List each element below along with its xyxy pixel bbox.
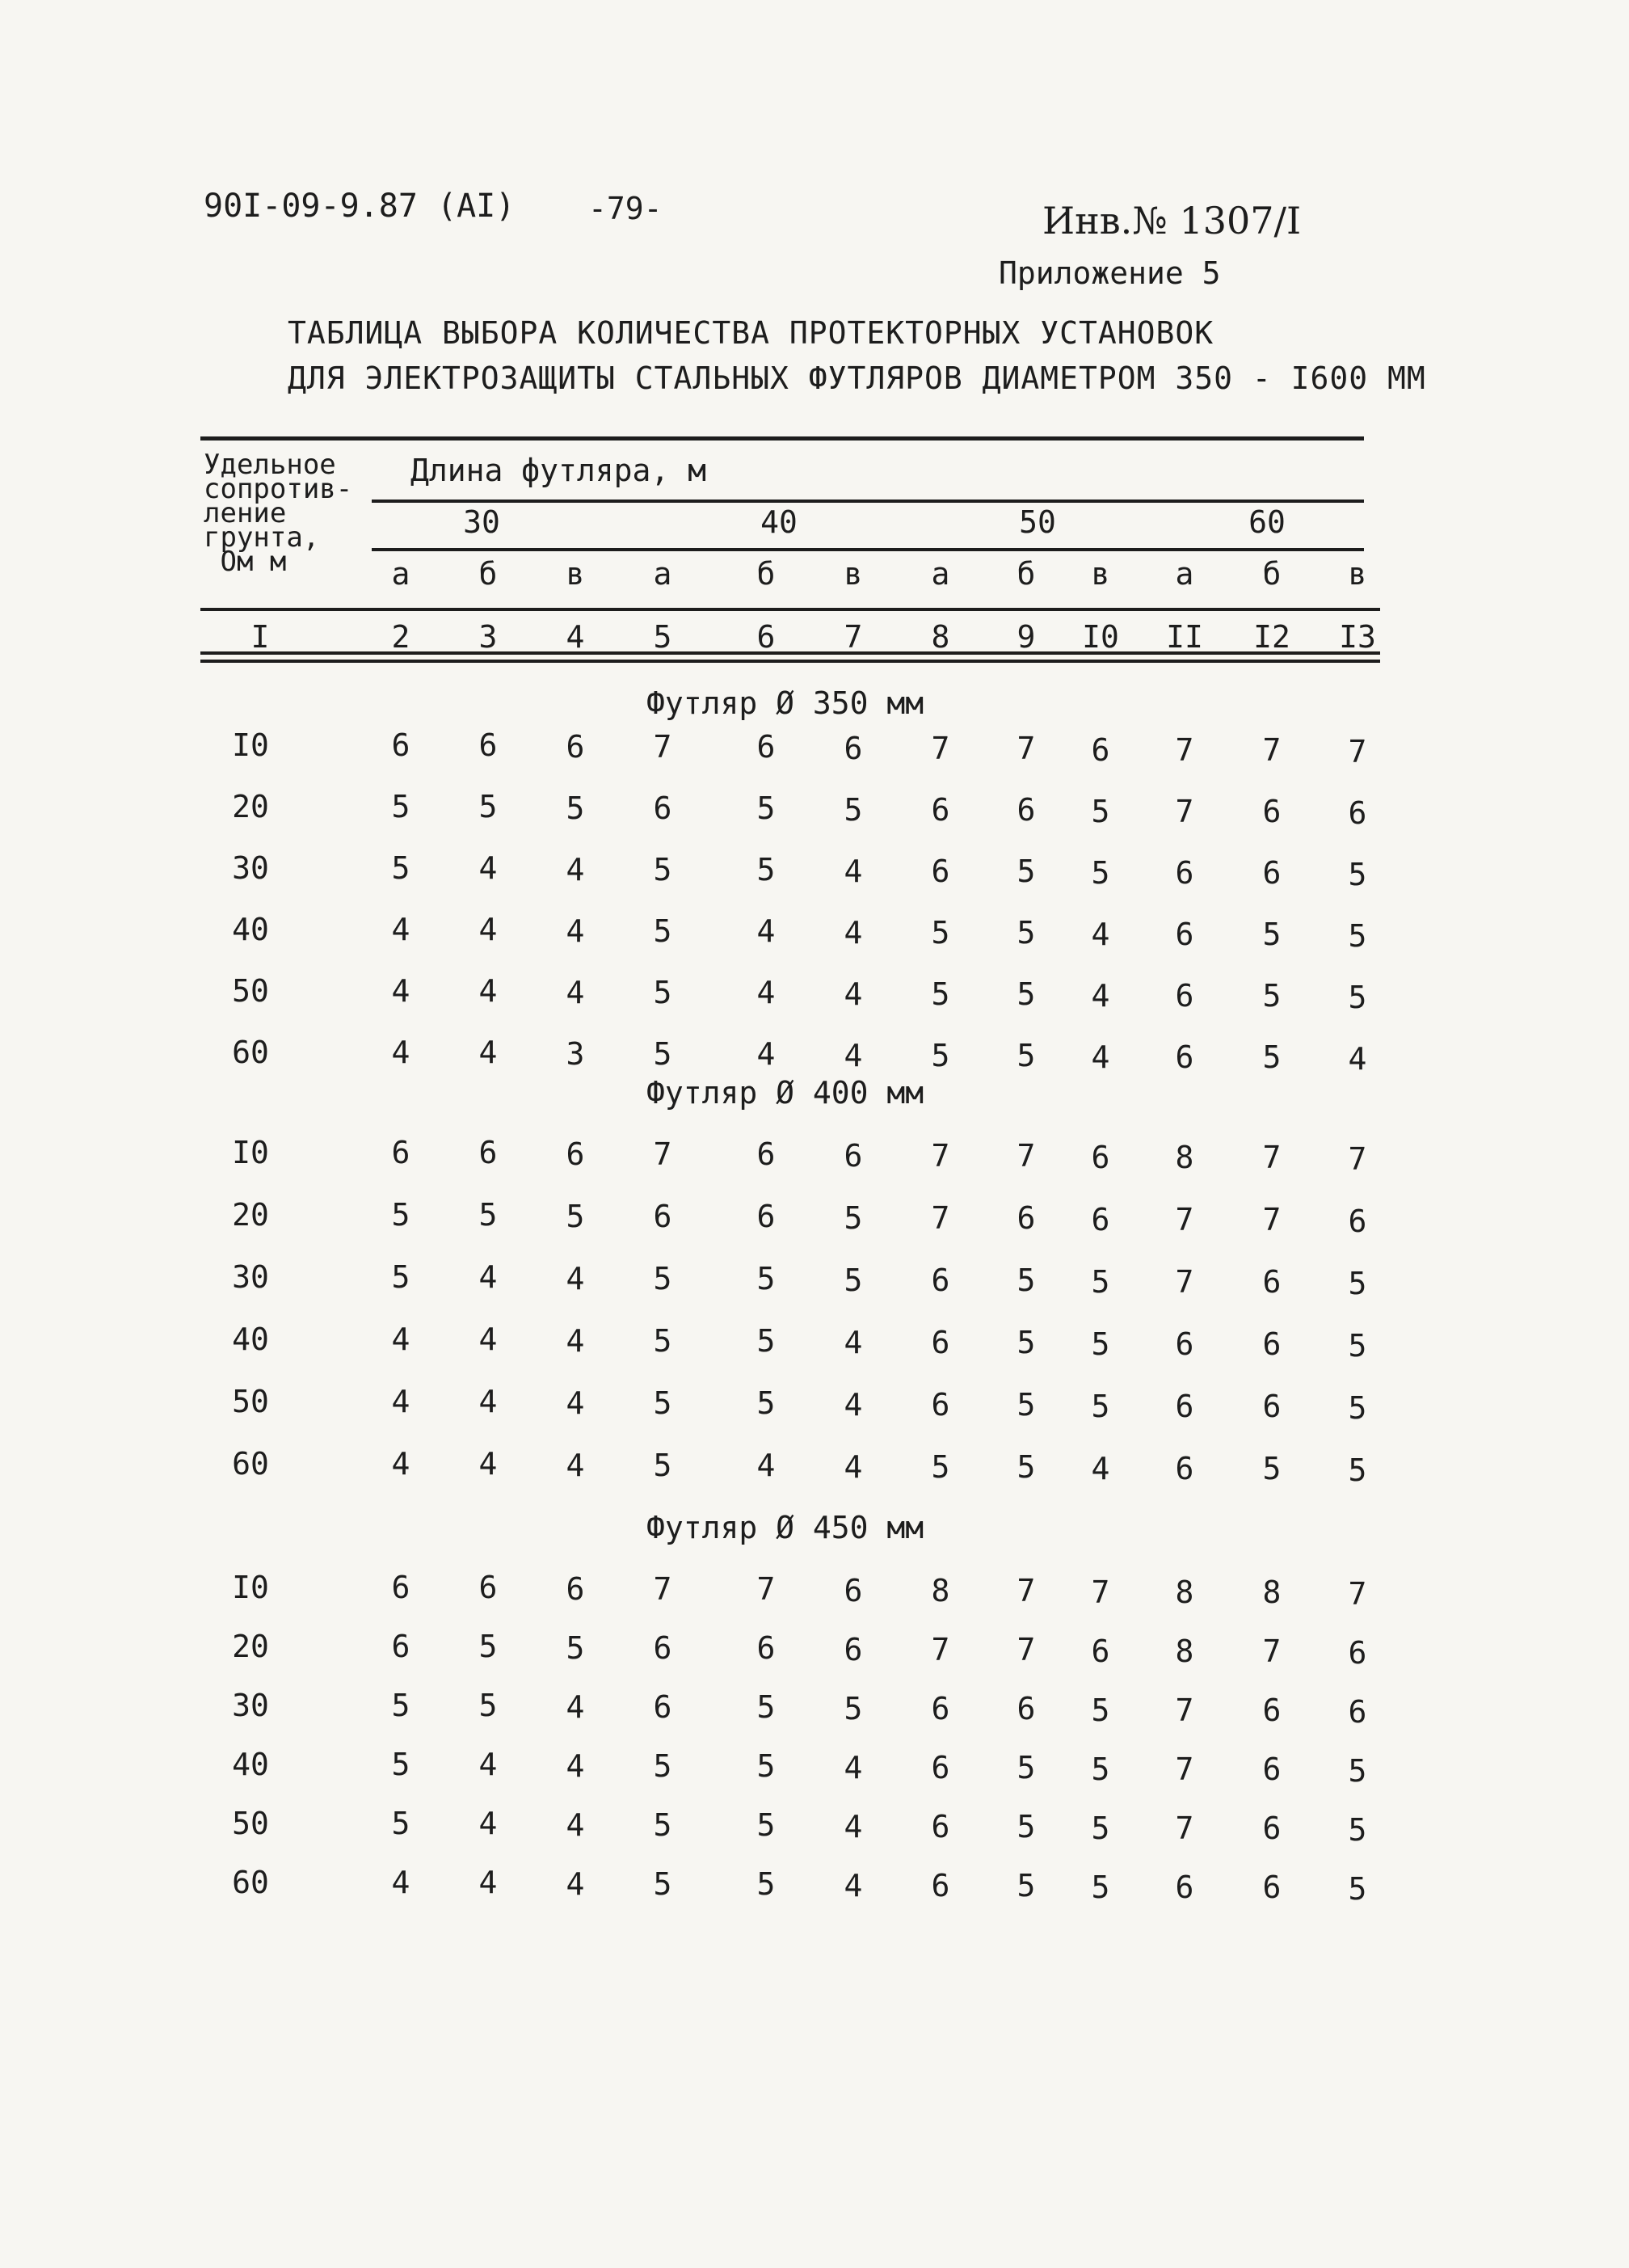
table-cell: 5 <box>1091 1811 1110 1846</box>
sub-column-header: а <box>391 556 410 592</box>
table-cell: 5 <box>1091 1870 1110 1905</box>
table-cell: 5 <box>1091 1752 1110 1787</box>
table-cell: 4 <box>1091 917 1110 952</box>
table-cell: 5 <box>844 792 863 828</box>
table-cell: 6 <box>391 1570 410 1605</box>
table-cell: 5 <box>756 1748 776 1784</box>
table-cell: 7 <box>931 1138 950 1174</box>
table-cell: 5 <box>566 1630 585 1666</box>
table-cell: 6 <box>756 1630 776 1666</box>
table-cell: 6 <box>931 1691 950 1726</box>
table-cell: 5 <box>391 1197 410 1233</box>
table-cell: 5 <box>1348 1812 1367 1848</box>
length-group-header: 50 <box>1019 504 1056 540</box>
table-cell: 6 <box>1262 1326 1282 1362</box>
table-cell: 4 <box>478 1747 498 1782</box>
table-cell: 4 <box>844 976 863 1012</box>
table-cell: 4 <box>844 1038 863 1073</box>
column-number: 3 <box>478 619 498 655</box>
table-cell: 5 <box>1091 1326 1110 1362</box>
length-group-header: 30 <box>463 504 500 540</box>
table-cell: 6 <box>931 1750 950 1785</box>
row-label: 50 <box>232 1384 269 1419</box>
table-cell: 5 <box>1348 1266 1367 1301</box>
column-number: 2 <box>391 619 410 655</box>
length-rule <box>372 500 1364 503</box>
table-cell: 5 <box>1091 1693 1110 1728</box>
table-cell: 6 <box>1091 1634 1110 1669</box>
table-cell: 6 <box>1262 1752 1282 1787</box>
table-cell: 5 <box>844 1263 863 1298</box>
table-cell: 6 <box>653 1199 672 1234</box>
table-cell: 5 <box>931 1449 950 1485</box>
table-cell: 7 <box>931 1632 950 1667</box>
table-cell: 4 <box>478 1384 498 1419</box>
row-label: 20 <box>232 1197 269 1233</box>
column-number: 5 <box>653 619 672 655</box>
table-cell: 6 <box>1348 1204 1367 1239</box>
table-cell: 6 <box>931 1809 950 1844</box>
table-cell: 6 <box>1175 917 1194 952</box>
table-cell: 4 <box>566 852 585 887</box>
table-cell: 4 <box>566 1261 585 1296</box>
table-cell: 4 <box>566 1866 585 1902</box>
table-cell: 6 <box>1262 855 1282 891</box>
table-cell: 6 <box>1262 1264 1282 1300</box>
row-label: 60 <box>232 1035 269 1070</box>
table-cell: 6 <box>931 1868 950 1903</box>
table-cell: 6 <box>653 790 672 826</box>
table-cell: 4 <box>566 1807 585 1843</box>
page-number: -79- <box>588 191 663 226</box>
table-cell: 4 <box>756 913 776 949</box>
groups-rule <box>372 548 1364 551</box>
table-cell: 6 <box>566 1571 585 1607</box>
table-cell: 7 <box>1175 794 1194 829</box>
table-cell: 6 <box>1175 1870 1194 1905</box>
table-cell: 4 <box>844 854 863 889</box>
table-cell: 5 <box>1348 1452 1367 1488</box>
table-cell: 6 <box>478 1135 498 1170</box>
title-line-1: ТАБЛИЦА ВЫБОРА КОЛИЧЕСТВА ПРОТЕКТОРНЫХ УСТАНОВОК <box>288 315 1214 351</box>
table-cell: 4 <box>478 1259 498 1295</box>
table-cell: 4 <box>756 1448 776 1483</box>
table-cell: 7 <box>653 1136 672 1172</box>
table-cell: 5 <box>1091 1389 1110 1424</box>
table-cell: 8 <box>1262 1575 1282 1610</box>
table-cell: 8 <box>1175 1575 1194 1610</box>
table-cell: 5 <box>1017 976 1036 1012</box>
table-cell: 5 <box>1348 918 1367 954</box>
table-cell: 5 <box>653 1261 672 1296</box>
table-cell: 6 <box>1348 1635 1367 1671</box>
table-cell: 7 <box>1262 1140 1282 1175</box>
row-label: 40 <box>232 1322 269 1357</box>
table-cell: 5 <box>653 852 672 887</box>
table-cell: 4 <box>478 912 498 947</box>
table-cell: 8 <box>1175 1140 1194 1175</box>
table-cell: 5 <box>653 913 672 949</box>
title-line-2: ДЛЯ ЭЛЕКТРОЗАЩИТЫ СТАЛЬНЫХ ФУТЛЯРОВ ДИАМЕТРОМ 350 - I600 ММ <box>288 360 1426 396</box>
table-cell: 5 <box>1017 1868 1036 1903</box>
table-cell: 5 <box>1348 1753 1367 1789</box>
table-cell: 7 <box>1175 732 1194 768</box>
table-cell: 6 <box>566 1136 585 1172</box>
table-cell: 6 <box>653 1630 672 1666</box>
table-cell: 5 <box>391 1806 410 1841</box>
table-cell: 5 <box>1017 1263 1036 1298</box>
table-cell: 5 <box>653 1866 672 1902</box>
table-cell: 4 <box>844 1449 863 1485</box>
table-cell: 5 <box>1017 1449 1036 1485</box>
table-cell: 5 <box>844 1691 863 1726</box>
table-cell: 6 <box>1262 1870 1282 1905</box>
table-cell: 4 <box>566 913 585 949</box>
numbers-rule-2 <box>200 660 1380 663</box>
table-cell: 8 <box>931 1573 950 1608</box>
document-code: 90I-09-9.87 (АI) <box>204 188 516 225</box>
table-cell: 5 <box>1262 1451 1282 1486</box>
table-cell: 7 <box>1348 734 1367 769</box>
table-cell: 5 <box>653 1448 672 1483</box>
row-label: 60 <box>232 1446 269 1482</box>
row-label: I0 <box>232 1135 269 1170</box>
table-cell: 4 <box>566 975 585 1010</box>
table-cell: 6 <box>931 792 950 828</box>
row-label: I0 <box>232 727 269 763</box>
sub-column-header: б <box>1017 556 1036 592</box>
table-cell: 7 <box>1175 1693 1194 1728</box>
table-cell: 6 <box>844 1573 863 1608</box>
table-cell: 6 <box>1348 795 1367 831</box>
table-cell: 4 <box>478 1865 498 1900</box>
table-cell: 6 <box>478 727 498 763</box>
table-cell: 6 <box>931 1325 950 1360</box>
table-cell: 7 <box>1017 1573 1036 1608</box>
table-cell: 7 <box>1175 1264 1194 1300</box>
table-cell: 7 <box>1262 1202 1282 1237</box>
table-cell: 7 <box>1091 1575 1110 1610</box>
table-cell: 6 <box>756 729 776 765</box>
table-cell: 5 <box>1348 1871 1367 1907</box>
table-cell: 6 <box>1175 978 1194 1014</box>
table-cell: 5 <box>931 1038 950 1073</box>
table-cell: 4 <box>756 975 776 1010</box>
table-cell: 5 <box>756 1261 776 1296</box>
table-top-rule <box>200 436 1364 441</box>
section-title: Футляр Ø 350 мм <box>646 685 924 721</box>
table-cell: 4 <box>844 915 863 951</box>
table-cell: 5 <box>653 1385 672 1421</box>
row-label: 20 <box>232 789 269 824</box>
table-cell: 4 <box>391 1322 410 1357</box>
table-cell: 6 <box>1175 855 1194 891</box>
table-cell: 5 <box>756 1385 776 1421</box>
sub-column-header: в <box>844 556 863 592</box>
table-cell: 6 <box>756 1199 776 1234</box>
table-cell: 5 <box>931 976 950 1012</box>
table-cell: 4 <box>844 1325 863 1360</box>
table-cell: 6 <box>391 727 410 763</box>
table-cell: 5 <box>1262 978 1282 1014</box>
table-cell: 6 <box>844 1632 863 1667</box>
table-cell: 5 <box>1017 1325 1036 1360</box>
table-cell: 4 <box>844 1809 863 1844</box>
table-cell: 3 <box>566 1036 585 1072</box>
table-cell: 4 <box>478 1035 498 1070</box>
table-cell: 6 <box>391 1629 410 1664</box>
soil-resistivity-header: Удельное сопротив- ление грунта, Ом м <box>204 449 353 578</box>
table-cell: 6 <box>1017 792 1036 828</box>
table-cell: 6 <box>1091 1202 1110 1237</box>
table-cell: 6 <box>1175 1389 1194 1424</box>
table-cell: 4 <box>844 1750 863 1785</box>
row-label: 50 <box>232 973 269 1009</box>
table-cell: 5 <box>756 852 776 887</box>
table-cell: 5 <box>844 1200 863 1236</box>
sub-column-header: а <box>931 556 950 592</box>
length-group-header: 40 <box>760 504 798 540</box>
table-cell: 7 <box>1262 732 1282 768</box>
table-cell: 6 <box>1348 1694 1367 1730</box>
table-cell: 5 <box>391 1259 410 1295</box>
sub-column-header: б <box>478 556 498 592</box>
table-cell: 8 <box>1175 1634 1194 1669</box>
table-cell: 4 <box>478 973 498 1009</box>
sub-column-header: в <box>566 556 585 592</box>
column-number: 8 <box>931 619 950 655</box>
table-cell: 5 <box>653 1323 672 1359</box>
table-cell: 7 <box>1348 1576 1367 1612</box>
appendix-label: Приложение 5 <box>999 255 1221 291</box>
row-label: 30 <box>232 1259 269 1295</box>
table-cell: 4 <box>844 1868 863 1903</box>
table-cell: 6 <box>1017 1691 1036 1726</box>
table-cell: 5 <box>391 850 410 886</box>
table-cell: 5 <box>1262 917 1282 952</box>
section-title: Футляр Ø 450 мм <box>646 1510 924 1545</box>
table-cell: 4 <box>478 1446 498 1482</box>
row-label: 30 <box>232 1688 269 1723</box>
table-cell: 5 <box>391 1688 410 1723</box>
table-cell: 5 <box>1262 1039 1282 1075</box>
table-cell: 7 <box>931 1200 950 1236</box>
sub-column-header: б <box>1262 556 1282 592</box>
table-cell: 7 <box>1017 731 1036 766</box>
table-cell: 6 <box>1262 1693 1282 1728</box>
sub-column-header: а <box>653 556 672 592</box>
table-cell: 7 <box>756 1571 776 1607</box>
sub-column-header: в <box>1091 556 1110 592</box>
row-label: I0 <box>232 1570 269 1605</box>
table-cell: 6 <box>1091 1140 1110 1175</box>
table-cell: 5 <box>1017 915 1036 951</box>
table-cell: 7 <box>653 1571 672 1607</box>
column-number: 7 <box>844 619 863 655</box>
table-cell: 4 <box>756 1036 776 1072</box>
table-cell: 5 <box>653 1036 672 1072</box>
table-cell: 5 <box>1348 1328 1367 1364</box>
table-cell: 4 <box>391 973 410 1009</box>
table-cell: 5 <box>1017 1809 1036 1844</box>
table-cell: 5 <box>653 1807 672 1843</box>
sub-column-header: а <box>1175 556 1194 592</box>
column-number: 6 <box>756 619 776 655</box>
table-cell: 6 <box>1017 1200 1036 1236</box>
table-cell: 5 <box>1348 857 1367 892</box>
table-cell: 5 <box>756 790 776 826</box>
table-cell: 4 <box>478 850 498 886</box>
row-label: 60 <box>232 1865 269 1900</box>
table-cell: 6 <box>931 1387 950 1423</box>
table-cell: 6 <box>1262 1811 1282 1846</box>
table-cell: 7 <box>1348 1141 1367 1177</box>
table-cell: 5 <box>1091 855 1110 891</box>
table-cell: 5 <box>478 1629 498 1664</box>
table-cell: 5 <box>478 789 498 824</box>
table-cell: 6 <box>1262 1389 1282 1424</box>
table-cell: 4 <box>391 912 410 947</box>
row-label: 40 <box>232 1747 269 1782</box>
table-cell: 4 <box>566 1323 585 1359</box>
row-label: 40 <box>232 912 269 947</box>
table-cell: 6 <box>1262 794 1282 829</box>
column-number: 4 <box>566 619 585 655</box>
table-cell: 4 <box>844 1387 863 1423</box>
table-cell: 4 <box>478 1806 498 1841</box>
table-cell: 5 <box>1091 794 1110 829</box>
table-cell: 6 <box>566 729 585 765</box>
length-header: Длина футляра, м <box>410 453 707 488</box>
table-cell: 5 <box>756 1689 776 1725</box>
table-cell: 4 <box>391 1384 410 1419</box>
table-cell: 5 <box>653 1748 672 1784</box>
table-cell: 5 <box>1348 1390 1367 1426</box>
table-cell: 5 <box>756 1807 776 1843</box>
sub-column-header: в <box>1348 556 1367 592</box>
table-cell: 5 <box>391 789 410 824</box>
table-cell: 4 <box>1091 1451 1110 1486</box>
table-cell: 6 <box>653 1689 672 1725</box>
section-title: Футляр Ø 400 мм <box>646 1075 924 1111</box>
inventory-number: Инв.№ 1307/I <box>1042 199 1302 242</box>
table-cell: 5 <box>931 915 950 951</box>
column-number: 9 <box>1017 619 1036 655</box>
table-cell: 4 <box>566 1748 585 1784</box>
table-cell: 5 <box>1017 854 1036 889</box>
table-cell: 6 <box>391 1135 410 1170</box>
table-cell: 5 <box>653 975 672 1010</box>
table-cell: 7 <box>1017 1138 1036 1174</box>
row-label: 20 <box>232 1629 269 1664</box>
table-cell: 7 <box>1175 1752 1194 1787</box>
table-cell: 5 <box>478 1197 498 1233</box>
column-number: I0 <box>1082 619 1119 655</box>
table-cell: 6 <box>931 854 950 889</box>
table-cell: 4 <box>391 1865 410 1900</box>
table-cell: 7 <box>931 731 950 766</box>
table-cell: 4 <box>566 1385 585 1421</box>
table-cell: 5 <box>1017 1038 1036 1073</box>
row-label: 50 <box>232 1806 269 1841</box>
table-cell: 4 <box>1091 1039 1110 1075</box>
table-cell: 6 <box>756 1136 776 1172</box>
table-cell: 5 <box>478 1688 498 1723</box>
table-cell: 4 <box>1091 978 1110 1014</box>
table-cell: 7 <box>1175 1202 1194 1237</box>
table-cell: 6 <box>1091 732 1110 768</box>
column-number: I <box>250 619 270 655</box>
table-cell: 4 <box>1348 1041 1367 1077</box>
subcols-rule <box>200 608 1380 611</box>
table-cell: 6 <box>844 731 863 766</box>
table-cell: 4 <box>391 1035 410 1070</box>
table-cell: 7 <box>1262 1634 1282 1669</box>
length-group-header: 60 <box>1248 504 1286 540</box>
sub-column-header: б <box>756 556 776 592</box>
table-cell: 5 <box>566 1199 585 1234</box>
row-label: 30 <box>232 850 269 886</box>
table-cell: 6 <box>1175 1451 1194 1486</box>
column-number: II <box>1166 619 1203 655</box>
table-cell: 6 <box>844 1138 863 1174</box>
table-cell: 7 <box>1017 1632 1036 1667</box>
table-cell: 5 <box>1348 980 1367 1015</box>
table-cell: 4 <box>391 1446 410 1482</box>
table-cell: 5 <box>391 1747 410 1782</box>
table-cell: 5 <box>1017 1750 1036 1785</box>
table-cell: 4 <box>478 1322 498 1357</box>
table-cell: 5 <box>756 1323 776 1359</box>
table-cell: 6 <box>478 1570 498 1605</box>
table-cell: 7 <box>1175 1811 1194 1846</box>
table-cell: 6 <box>931 1263 950 1298</box>
table-cell: 5 <box>1091 1264 1110 1300</box>
table-cell: 4 <box>566 1689 585 1725</box>
table-cell: 7 <box>653 729 672 765</box>
table-cell: 6 <box>1175 1326 1194 1362</box>
table-cell: 5 <box>756 1866 776 1902</box>
column-number: I2 <box>1253 619 1290 655</box>
table-cell: 5 <box>566 790 585 826</box>
table-cell: 5 <box>1017 1387 1036 1423</box>
table-cell: 6 <box>1175 1039 1194 1075</box>
table-cell: 4 <box>566 1448 585 1483</box>
column-number: I3 <box>1339 619 1376 655</box>
